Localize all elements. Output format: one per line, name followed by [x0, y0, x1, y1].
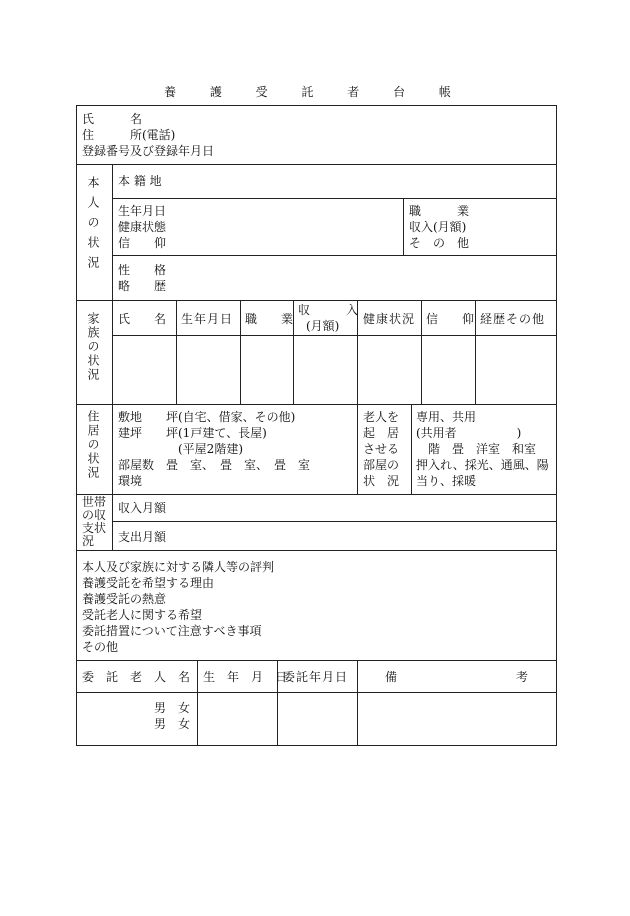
family-col-birth: 生年月日 [181, 312, 234, 326]
elder-room-type: 階 畳 洋室 和室 [416, 442, 537, 456]
birth-label: 生年月日 [118, 204, 167, 218]
registration-label: 登録番号及び登録年月日 [82, 144, 215, 158]
remark-reputation: 本人及び家族に対する隣人等の評判 [82, 560, 275, 574]
remark-other: その他 [82, 640, 119, 654]
page-title: 養 護 受 託 者 台 帳 [164, 85, 466, 99]
religion-label: 信 仰 [118, 236, 167, 250]
household-label-1: 世帯 [82, 495, 107, 509]
remark-wishes: 受託老人に関する希望 [82, 608, 203, 622]
family-col-religion: 信 仰 [426, 312, 475, 326]
elder-room-sharer: (共用者 ) [416, 426, 522, 440]
entrust-sex-2: 男 女 [154, 717, 191, 731]
elder-room-usage: 専用、共用 [416, 410, 477, 424]
remark-cautions: 委託措置について注意すべき事項 [82, 624, 262, 638]
household-label-2: の収 [82, 508, 107, 522]
housing-floors: (平屋2階建) [118, 442, 243, 456]
family-col-income-unit: (月額) [306, 319, 340, 333]
address-label: 住 所(電話) [82, 128, 176, 142]
housing-section-label: 住居の状況 [86, 410, 100, 480]
entrust-col-date: 委託年月日 [283, 670, 349, 684]
name-label: 氏 名 [82, 112, 143, 126]
family-col-health: 健康状況 [363, 312, 416, 326]
family-col-name: 氏 名 [118, 312, 167, 326]
housing-rooms: 部屋数 畳 室、 畳 室、 畳 室 [118, 458, 311, 472]
entrust-sex-1: 男 女 [154, 701, 191, 715]
family-col-career: 経歴その他 [480, 312, 546, 326]
housing-environment: 環境 [118, 474, 143, 488]
housing-building: 建坪 坪(1戸建て、長屋) [118, 426, 267, 440]
income-label: 収入(月額) [409, 220, 467, 234]
occupation-label: 職 業 [409, 204, 470, 218]
self-section-label: 本人の状況 [86, 176, 100, 276]
entrust-col-note-1: 備 [385, 670, 398, 684]
character-label: 性 格 [118, 263, 167, 277]
household-label-3: 支状 [82, 521, 107, 535]
household-label-4: 況 [82, 534, 95, 548]
entrust-col-birth: 生 年 月 日 [203, 670, 288, 684]
housing-site: 敷地 坪(自宅、借家、その他) [118, 410, 296, 424]
entrust-col-note-2: 考 [516, 670, 529, 684]
elder-room-label-4: 部屋の [363, 458, 400, 472]
elder-room-features: 押入れ、採光、通風、陽 [416, 458, 549, 472]
honseki-label: 本 籍 地 [118, 174, 162, 188]
elder-room-label-2: 起 居 [363, 426, 400, 440]
other-label: そ の 他 [409, 236, 470, 250]
family-col-income: 収 入 [298, 303, 359, 317]
household-expense: 支出月額 [118, 530, 167, 544]
remark-enthusiasm: 養護受託の熱意 [82, 592, 167, 606]
elder-room-features-2: 当り、採暖 [416, 474, 477, 488]
remark-reason: 養護受託を希望する理由 [82, 576, 215, 590]
family-section-label: 家族の状況 [86, 312, 100, 382]
family-col-job: 職 業 [245, 312, 294, 326]
health-label: 健康状態 [118, 220, 167, 234]
household-income: 収入月額 [118, 501, 167, 515]
elder-room-label-1: 老人を [363, 410, 400, 424]
elder-room-label-5: 状 況 [363, 474, 400, 488]
history-label: 略 歴 [118, 279, 167, 293]
elder-room-label-3: させる [363, 442, 400, 456]
entrust-col-name: 委 託 老 人 名 [82, 670, 191, 684]
